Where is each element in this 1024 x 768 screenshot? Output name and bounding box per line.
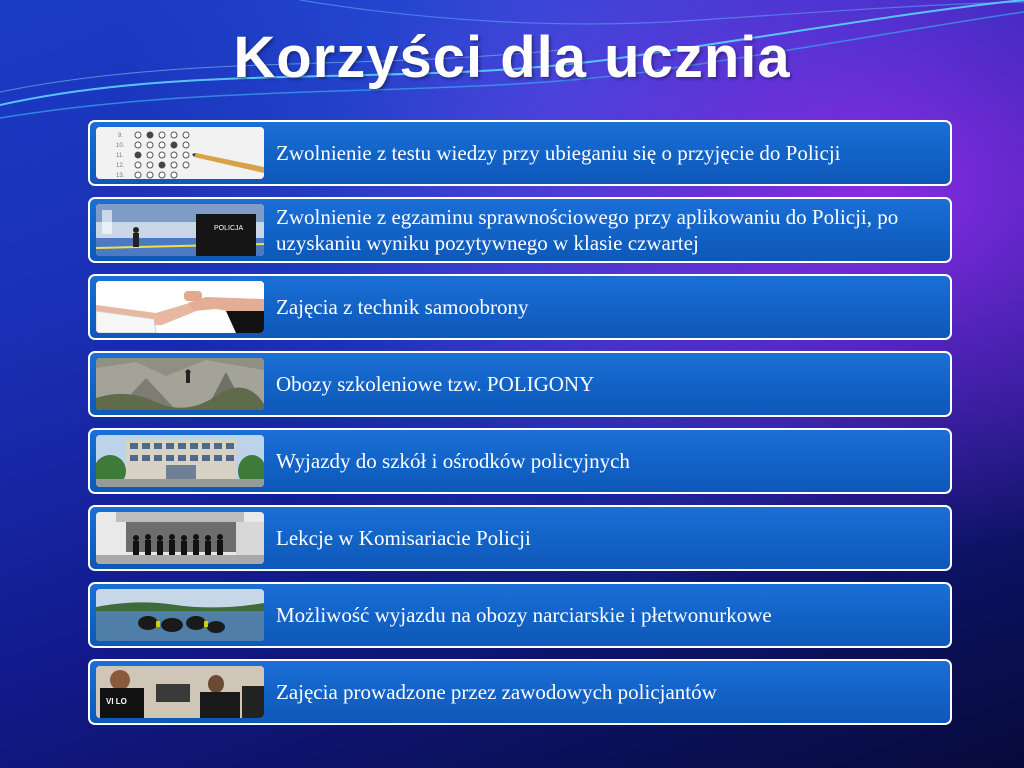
test-answer-sheet-photo-icon	[96, 127, 264, 179]
benefit-item	[88, 505, 952, 571]
svg-text:11.: 11.	[116, 153, 124, 159]
benefit-item	[88, 351, 952, 417]
students-at-police-station-photo-icon	[96, 512, 264, 564]
benefit-item	[88, 582, 952, 648]
svg-text:12.: 12.	[116, 163, 125, 169]
police-school-building-photo-icon	[96, 435, 264, 487]
svg-text:10.: 10.	[116, 143, 125, 149]
benefit-item	[88, 428, 952, 494]
benefit-item	[88, 659, 952, 725]
benefits-list	[88, 120, 952, 736]
benefit-label: Możliwość wyjazdu na obozy narciarskie i płetwonurkowe	[276, 603, 772, 627]
benefit-label: Wyjazdy do szkół i ośrodków policyjnych	[276, 449, 630, 473]
benefit-label: Zajęcia z technik samoobrony	[276, 295, 529, 319]
svg-text:9.: 9.	[118, 133, 124, 139]
photo-shirt-text: POLICJA	[214, 225, 244, 232]
benefit-item	[88, 120, 952, 186]
slide-title: Korzyści dla ucznia	[233, 25, 791, 90]
benefit-label: Zajęcia prowadzone przez zawodowych policjantów	[276, 680, 717, 704]
benefit-item	[88, 274, 952, 340]
benefit-label: Obozy szkoleniowe tzw. POLIGONY	[276, 372, 595, 396]
photo-shirt-text: VI LO	[106, 697, 127, 706]
scuba-divers-lake-photo-icon	[96, 589, 264, 641]
gym-fitness-test-photo-icon	[96, 204, 264, 256]
self-defense-arms-photo-icon	[96, 281, 264, 333]
benefit-item	[88, 197, 952, 263]
benefit-label: Zwolnienie z testu wiedzy przy ubieganiu się o przyjęcie do Policji	[276, 141, 841, 165]
police-officers-class-photo-icon	[96, 666, 264, 718]
svg-text:13.: 13.	[116, 173, 125, 179]
benefit-label: Lekcje w Komisariacie Policji	[276, 526, 531, 550]
rock-climbing-photo-icon	[96, 358, 264, 410]
benefit-label: Zwolnienie z egzaminu sprawnościowego przy aplikowaniu do Policji, po uzyskaniu wyniku pozytywnego w klasie czwartej	[276, 205, 899, 255]
